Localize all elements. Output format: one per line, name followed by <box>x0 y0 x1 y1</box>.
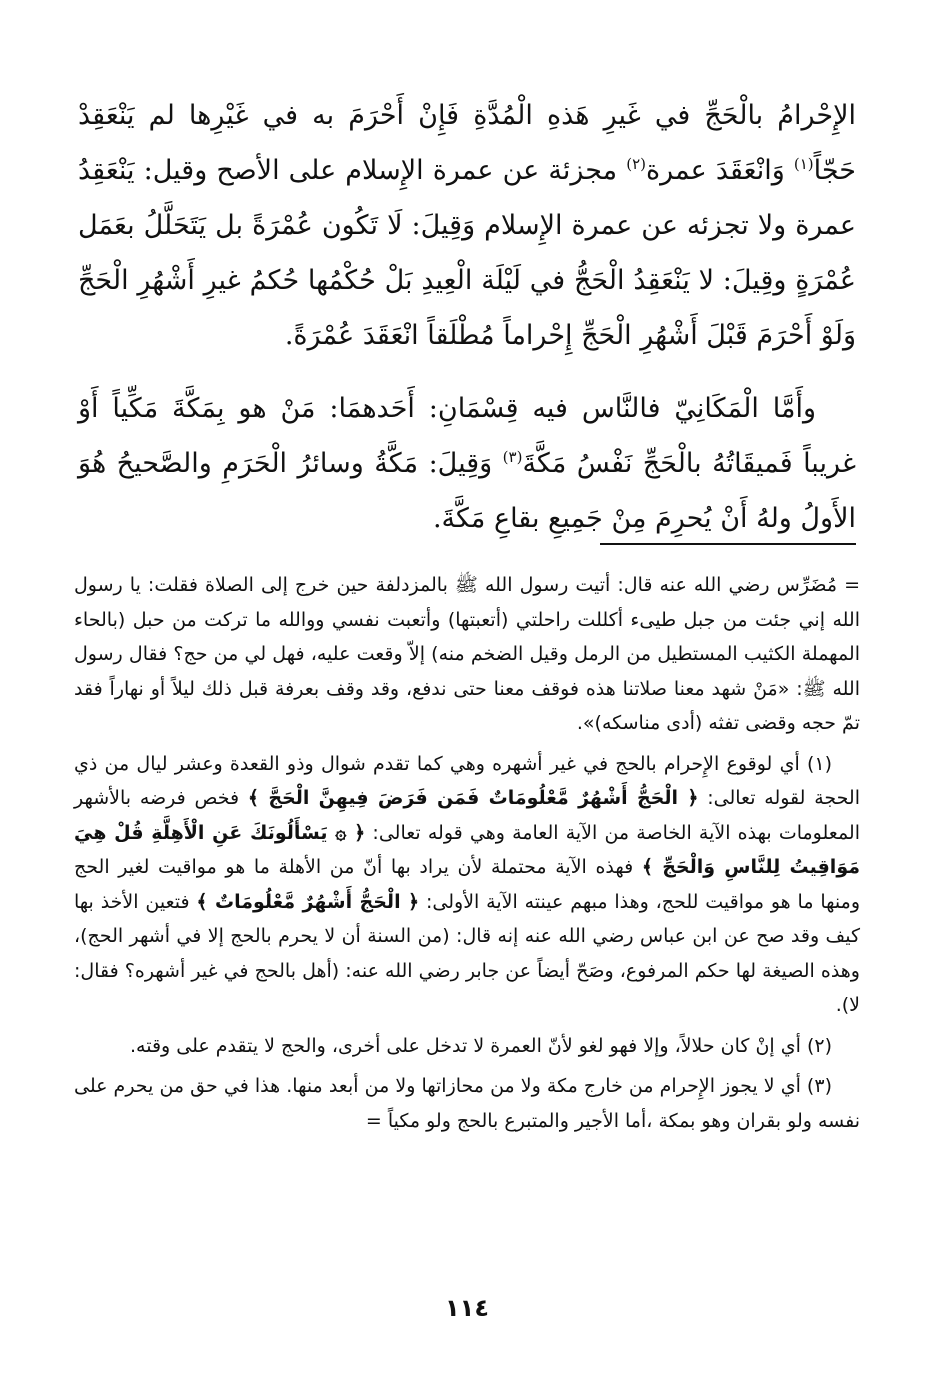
footnote-continuation: = مُضَرِّس رضي الله عنه قال: أتيت رسول الله ﷺ بالمزدلفة حين خرج إلى الصلاة فقلت: يا رسول الله إني جئت من جبل طيىء أكللت راحلتي (أتعبتها) وأتعبت نفسي ووالله ما تركت من حبل (بالحاء المهملة الكثيب المستطيل من الرمل وقيل الضخم منه) إلاّ وقعت عليه، فهل لي من حج؟ فقال رسول الله ﷺ: «مَنْ شهد معنا صلاتنا هذه فوقف معنا حتى ندفع، وقد وقف بعرفة قبل ذلك ليلاً أو نهاراً فقد تمّ حجه وقضى تفثه (أدى مناسكه)». <box>74 574 860 734</box>
quran-verse: ﴿ ۞ يَسْأَلُونَكَ عَنِ الْأَهِلَّةِ قُلْ هِيَ مَوَاقِيتُ لِلنَّاسِ وَالْحَجِّ ﴾ <box>74 821 860 878</box>
quran-verse: ﴿ الْحَجُّ أَشْهُرٌ مَّعْلُومَاتٌ فَمَن فَرَضَ فِيهِنَّ الْحَجَّ ﴾ <box>247 787 699 809</box>
main-paragraph-1 <box>78 88 856 363</box>
footnote-3: (٣) أي لا يجوز الإِحرام من خارج مكة ولا من محازاتها ولا من أبعد منها. هذا في حق من يحرم على نفسه ولو بقران وهو بمكة ،أما الأجير والمتبرع بالحج ولو مكياً = <box>74 1075 860 1132</box>
main-text-segment: وَقِيلَ: مَكَّةُ وسائرُ الْحَرَمِ والصَّحيحُ هُوَ الأَولُ ولهُ أَنْ يُحرِمَ مِنْ جَمِيعِ بقاعِ مَكَّةَ. <box>78 448 856 534</box>
quran-verse: ﴿ الْحَجُّ أَشْهُرٌ مَّعْلُومَاتٌ ﴾ <box>196 890 420 913</box>
footnote-text: فتعين الأخذ بها كيف وقد صح عن ابن عباس رضي الله عنه إنه قال: (من السنة أن لا يحرم بالحج إلا في أشهر الحج)، وهذه الصيغة لها حكم المرفوع، وصَحّ أيضاً عن جابر رضي الله عنه: (أهل بالحج في غير أشهره؟ فقال: لا). <box>74 890 860 1016</box>
main-text-segment: مجزئة عن عمرة الإِسلام على الأصح وقيل: يَنْعَقِدُ عمرة ولا تجزئه عن عمرة الإِسلام وَقِيلَ: لَا تَكُون عُمْرَةً بل يَتَحَلَّلُ بعَمَل عُمْرَةٍ وقِيلَ: لا يَنْعَقِدُ الْحَجُّ في لَيْلَة الْعِيدِ بَلْ حُكْمُها حُكمُ غيرِ أَشْهُرِ الْحَجِّ وَلَوْ أَحْرَمَ قَبْلَ أَشْهُرِ الْحَجِّ إِحْراماً مُطْلَقاً انْعَقَدَ عُمْرَةً. <box>78 155 856 351</box>
footnote-text: فهذه الآية محتملة لأن يراد بها أنّ من الأهلة ما هو مواقيت لغير الحج ومنها ما هو مواقيت للحج، وهذا مبهم عينته الآية الأولى: <box>74 856 861 913</box>
footnote-text: (١) أي لوقوع الإِحرام بالحج في غير أشهره وهي كما تقدم شوال وذو القعدة وعشر ليال من ذي الحجة لقوله تعالى: <box>74 752 860 809</box>
footnote-ref-3: (٣) <box>502 448 523 466</box>
main-paragraph-2 <box>78 381 856 546</box>
footnote-ref-2: (٢) <box>626 155 646 173</box>
page-number: ١١٤ <box>445 1294 489 1322</box>
footnote-text: فخص فرضه بالأشهر المعلومات بهذه الآية الخاصة من الآية العامة وهي قوله تعالى: <box>74 787 860 844</box>
main-text-segment: وأَمَّا الْمَكَانِيّ فالنَّاس فيه قِسْمَانِ: أَحَدهمَا: مَنْ هو بِمَكَّةَ مَكِّياً أَوْ غريباً فَميقَاتُهُ بالْحَجِّ نَفْسُ مَكَّةَ <box>78 393 856 479</box>
footnote-ref-1: (١) <box>793 155 814 173</box>
main-text-segment: وَانْعَقَدَ عمرة <box>646 155 794 186</box>
footnotes <box>74 568 860 1138</box>
footnote-2: (٢) أي إنْ كان حلالاً، وإلا فهو لغو لأنّ العمرة لا تدخل على أخرى، والحج لا يتقدم على وقته. <box>129 1034 832 1057</box>
footnote-1 <box>74 747 860 1023</box>
main-text-segment: الإِحْرامُ بالْحَجِّ في غَيرِ هَذهِ الْمُدَّةِ فَإِنْ أَحْرَمَ به في غَيْرِها لم يَنْعَقِدْ حَجّاً <box>78 100 856 186</box>
main-text <box>78 88 856 546</box>
footnote-separator <box>600 543 856 545</box>
